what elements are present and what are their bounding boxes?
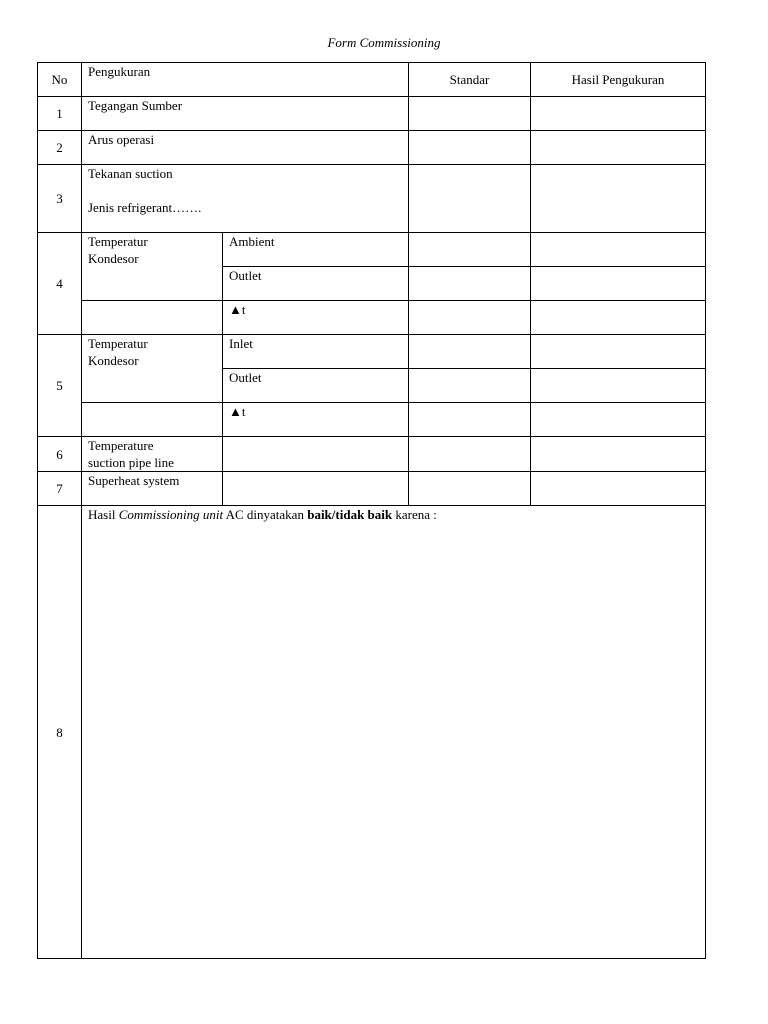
standar-cell[interactable] bbox=[409, 403, 531, 437]
row-label-block bbox=[82, 437, 223, 472]
standar-cell[interactable] bbox=[409, 233, 531, 267]
result-suffix: karena : bbox=[392, 507, 437, 522]
empty-cell[interactable] bbox=[223, 437, 409, 472]
row-label: Temperatur bbox=[88, 234, 148, 249]
header-no: No bbox=[38, 63, 82, 97]
standar-cell[interactable] bbox=[409, 437, 531, 472]
standar-cell[interactable] bbox=[409, 165, 531, 233]
form-title: Form Commissioning bbox=[327, 35, 441, 50]
header-pengukuran: Pengukuran bbox=[82, 63, 409, 97]
hasil-cell[interactable] bbox=[531, 131, 706, 165]
row-number: 2 bbox=[38, 131, 82, 165]
result-italic: Commissioning unit bbox=[118, 507, 224, 522]
row-number: 8 bbox=[38, 506, 82, 959]
row-label: Kondesor bbox=[88, 251, 139, 266]
sub-label-delta-t: ▲t bbox=[223, 301, 409, 335]
hasil-cell[interactable] bbox=[531, 165, 706, 233]
empty-cell[interactable] bbox=[223, 472, 409, 506]
row-number: 4 bbox=[38, 233, 82, 335]
hasil-cell[interactable] bbox=[531, 369, 706, 403]
row-label-block bbox=[82, 233, 223, 301]
row-label: suction pipe line bbox=[88, 455, 174, 470]
table-row-3 bbox=[38, 165, 706, 233]
row-label: Tegangan Sumber bbox=[82, 97, 409, 131]
refrigerant-label: Jenis refrigerant……. bbox=[88, 200, 202, 215]
standar-cell[interactable] bbox=[409, 369, 531, 403]
standar-cell[interactable] bbox=[409, 267, 531, 301]
hasil-cell[interactable] bbox=[531, 97, 706, 131]
row-label: Tekanan suction bbox=[88, 166, 173, 181]
standar-cell[interactable] bbox=[409, 301, 531, 335]
hasil-cell[interactable] bbox=[531, 335, 706, 369]
table-row-5c bbox=[38, 403, 706, 437]
row-label-block bbox=[82, 335, 223, 403]
sub-label-outlet: Outlet bbox=[223, 267, 409, 301]
row-label: Temperatur bbox=[88, 336, 148, 351]
standar-cell[interactable] bbox=[409, 131, 531, 165]
sub-label-delta-t: ▲t bbox=[223, 403, 409, 437]
hasil-cell[interactable] bbox=[531, 403, 706, 437]
row-label: Temperature bbox=[88, 438, 154, 453]
row-number: 6 bbox=[38, 437, 82, 472]
commissioning-table bbox=[37, 62, 706, 959]
table-row-5a bbox=[38, 335, 706, 369]
standar-cell[interactable] bbox=[409, 472, 531, 506]
result-prefix: Hasil bbox=[88, 507, 119, 522]
table-row-4a bbox=[38, 233, 706, 267]
row-label: Arus operasi bbox=[82, 131, 409, 165]
sub-label-outlet: Outlet bbox=[223, 369, 409, 403]
header-hasil: Hasil Pengukuran bbox=[531, 63, 706, 97]
row-label: Superheat system bbox=[82, 472, 223, 506]
hasil-cell[interactable] bbox=[531, 437, 706, 472]
standar-cell[interactable] bbox=[409, 97, 531, 131]
table-row-6 bbox=[38, 437, 706, 472]
empty-cell bbox=[82, 403, 223, 437]
row-number: 7 bbox=[38, 472, 82, 506]
row-label-block bbox=[82, 165, 409, 233]
table-row-1 bbox=[38, 97, 706, 131]
result-bold: baik/tidak baik bbox=[307, 507, 393, 522]
table-row-7 bbox=[38, 472, 706, 506]
sub-label-ambient: Ambient bbox=[223, 233, 409, 267]
row-number: 1 bbox=[38, 97, 82, 131]
hasil-cell[interactable] bbox=[531, 267, 706, 301]
sub-label-inlet: Inlet bbox=[223, 335, 409, 369]
hasil-cell[interactable] bbox=[531, 301, 706, 335]
header-standar: Standar bbox=[409, 63, 531, 97]
table-header-row bbox=[38, 63, 706, 97]
row-number: 3 bbox=[38, 165, 82, 233]
hasil-cell[interactable] bbox=[531, 472, 706, 506]
empty-cell bbox=[82, 301, 223, 335]
table-row-8 bbox=[38, 506, 706, 959]
table-row-2 bbox=[38, 131, 706, 165]
result-statement[interactable] bbox=[82, 506, 706, 959]
hasil-cell[interactable] bbox=[531, 233, 706, 267]
result-mid: AC dinyatakan bbox=[223, 507, 308, 522]
table-row-4c bbox=[38, 301, 706, 335]
standar-cell[interactable] bbox=[409, 335, 531, 369]
row-label: Kondesor bbox=[88, 353, 139, 368]
row-number: 5 bbox=[38, 335, 82, 437]
